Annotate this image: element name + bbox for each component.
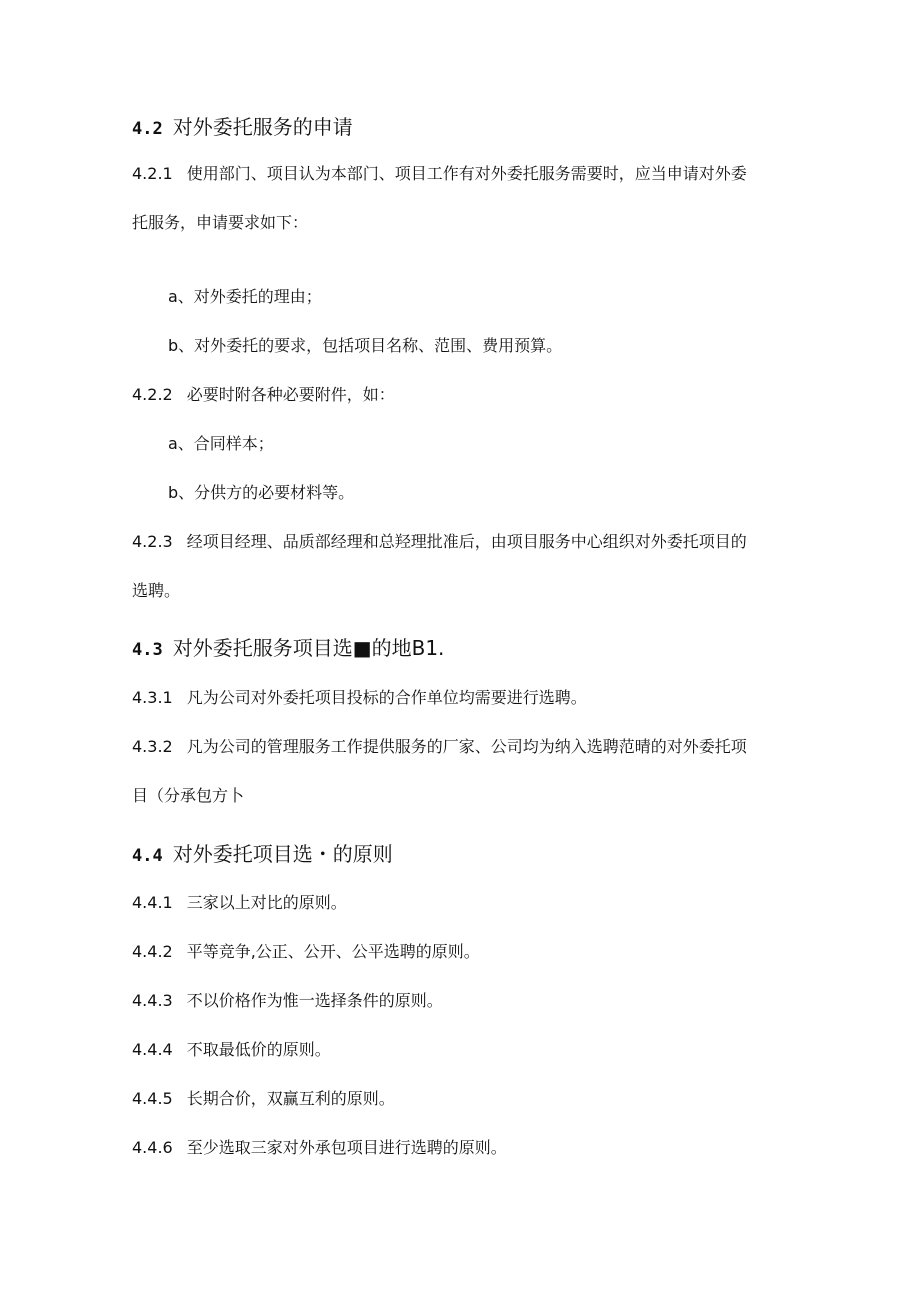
paragraph-4-2-1-line2: 托服务，申请要求如下： xyxy=(132,213,309,232)
list-item-b: b、对外委托的要求，包括项目名称、范围、费用预算。 xyxy=(168,336,563,355)
section-number: 4.3 xyxy=(132,640,163,660)
clause-text: 使用部门、项目认为本部门、项目工作有对外委托服务需要时，应当申请对外委 xyxy=(186,164,747,183)
clause-4-4-3 xyxy=(132,991,443,1011)
clause-text: 必要时附各种必要附件，如： xyxy=(186,385,395,404)
section-title: 对外委托服务的申请 xyxy=(172,115,353,139)
paragraph-4-2-2 xyxy=(132,385,395,405)
clause-number: 4.4.4 xyxy=(132,1040,173,1059)
clause-number: 4.2.3 xyxy=(132,532,173,551)
clause-number: 4.4.6 xyxy=(132,1138,173,1157)
section-heading-4-2 xyxy=(132,115,353,141)
clause-text: 长期合价，双赢互利的原则。 xyxy=(186,1089,395,1108)
clause-text: 不取最低价的原则。 xyxy=(186,1040,331,1059)
paragraph-4-2-1-line1 xyxy=(132,164,747,184)
clause-4-4-4 xyxy=(132,1040,331,1060)
list-item-a: a、合同样本； xyxy=(168,434,274,453)
paragraph-4-3-2-line2: 目（分承包方卜 xyxy=(132,786,245,805)
clause-4-4-2 xyxy=(132,942,480,962)
clause-number: 4.4.2 xyxy=(132,942,173,961)
clause-number: 4.3.2 xyxy=(132,737,173,756)
clause-text: 不以价格作为惟一选择条件的原则。 xyxy=(186,991,443,1010)
clause-text: 凡为公司对外委托项目投标的合作单位均需要进行选聘。 xyxy=(186,688,587,707)
section-heading-4-4 xyxy=(132,842,393,868)
clause-number: 4.3.1 xyxy=(132,688,173,707)
section-title: 对外委托项目选・的原则 xyxy=(172,842,393,866)
clause-4-4-5 xyxy=(132,1089,395,1109)
clause-number: 4.4.1 xyxy=(132,893,173,912)
clause-text: 凡为公司的管理服务工作提供服务的厂家、公司均为纳入选聘范晴的对外委托项 xyxy=(186,737,747,756)
clause-number: 4.2.1 xyxy=(132,164,173,183)
clause-number: 4.4.5 xyxy=(132,1089,173,1108)
paragraph-4-3-1 xyxy=(132,688,587,708)
list-item-a: a、对外委托的理由； xyxy=(168,287,322,306)
section-number: 4.4 xyxy=(132,846,163,866)
section-heading-4-3 xyxy=(132,636,444,662)
list-item-b: b、分供方的必要材料等。 xyxy=(168,483,355,502)
clause-text: 平等竞争,公正、公开、公平选聘的原则。 xyxy=(186,942,480,961)
clause-4-4-6 xyxy=(132,1138,507,1158)
paragraph-4-2-3-line1 xyxy=(132,532,747,552)
clause-text: 经项目经理、品质部经理和总羟理批准后，由项目服务中心组织对外委托项目的 xyxy=(186,532,747,551)
clause-text: 至少选取三家对外承包项目进行选聘的原则。 xyxy=(186,1138,507,1157)
section-title: 对外委托服务项目选■的地B1. xyxy=(172,636,445,660)
clause-4-4-1 xyxy=(132,893,347,913)
clause-number: 4.2.2 xyxy=(132,385,173,404)
clause-number: 4.4.3 xyxy=(132,991,173,1010)
clause-text: 三家以上对比的原则。 xyxy=(186,893,347,912)
paragraph-4-2-3-line2: 选聘。 xyxy=(132,581,181,600)
section-number: 4.2 xyxy=(132,119,163,139)
paragraph-4-3-2-line1 xyxy=(132,737,747,757)
